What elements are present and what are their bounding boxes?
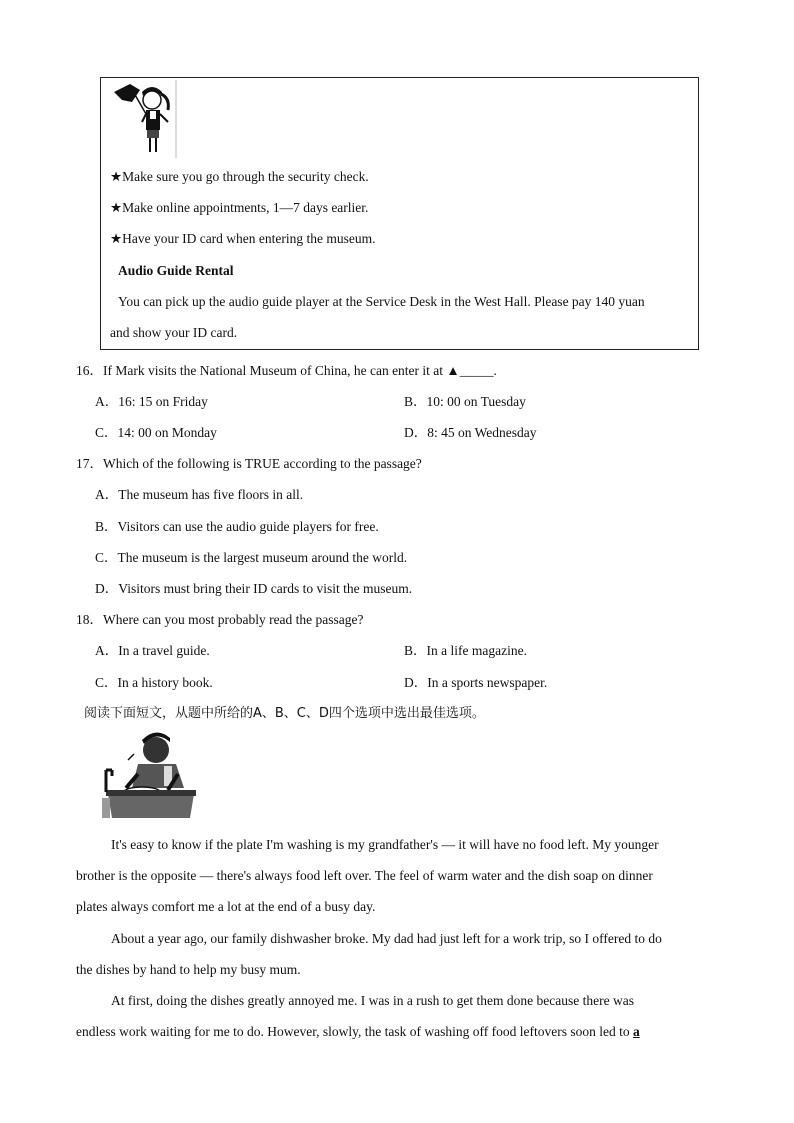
rule-appointments: ★Make online appointments, 1—7 days earlier. bbox=[110, 200, 369, 215]
question-18-option-d[interactable]: D．In a sports newspaper. bbox=[404, 675, 548, 690]
question-17-option-c[interactable]: C．The museum is the largest museum around the world. bbox=[95, 550, 408, 565]
question-18-stem: 18．Where can you most probably read the passage? bbox=[76, 612, 364, 627]
passage-line-7-text: endless work waiting for me to do. However, slowly, the task of washing off food leftovers soon led to bbox=[76, 1024, 630, 1039]
rule-id-card: ★Have your ID card when entering the museum. bbox=[110, 231, 376, 246]
boy-washing-dishes-illustration bbox=[98, 730, 202, 820]
audio-guide-text-line1: You can pick up the audio guide player at the Service Desk in the West Hall. Please pay 140 yuan bbox=[118, 294, 645, 309]
question-17-option-a[interactable]: A．The museum has five floors in all. bbox=[95, 487, 304, 502]
reading-instruction: 阅读下面短文，从题中所给的A、B、C、D四个选项中选出最佳选项。 bbox=[84, 706, 485, 721]
question-18-option-b[interactable]: B．In a life magazine. bbox=[404, 643, 527, 658]
passage-line-6: At first, doing the dishes greatly annoyed me. I was in a rush to get them done because there was bbox=[111, 993, 634, 1008]
question-17-option-d[interactable]: D．Visitors must bring their ID cards to visit the museum. bbox=[95, 581, 413, 596]
question-16-option-c[interactable]: C．14: 00 on Monday bbox=[95, 425, 217, 440]
question-17-option-b[interactable]: B．Visitors can use the audio guide players for free. bbox=[95, 519, 379, 534]
passage-line-1: It's easy to know if the plate I'm washing is my grandfather's — it will have no food left. My younger bbox=[111, 837, 659, 852]
question-18-option-a[interactable]: A．In a travel guide. bbox=[95, 643, 210, 658]
audio-guide-heading: Audio Guide Rental bbox=[118, 263, 234, 278]
passage-line-3: plates always comfort me a lot at the end of a busy day. bbox=[76, 899, 376, 914]
question-18-option-c[interactable]: C．In a history book. bbox=[95, 675, 213, 690]
passage-line-2: brother is the opposite — there's always food left over. The feel of warm water and the dish soap on dinner bbox=[76, 868, 653, 883]
girl-with-flag-illustration bbox=[112, 80, 178, 158]
question-17-stem: 17．Which of the following is TRUE according to the passage? bbox=[76, 456, 422, 471]
question-16-option-b[interactable]: B．10: 00 on Tuesday bbox=[404, 394, 526, 409]
blank-marker[interactable]: a bbox=[632, 1024, 640, 1039]
question-16-option-d[interactable]: D．8: 45 on Wednesday bbox=[404, 425, 537, 440]
passage-line-5: the dishes by hand to help my busy mum. bbox=[76, 962, 301, 977]
rule-security: ★Make sure you go through the security check. bbox=[110, 169, 369, 184]
question-16-option-a[interactable]: A．16: 15 on Friday bbox=[95, 394, 208, 409]
passage-line-7 bbox=[76, 1024, 640, 1040]
passage-line-4: About a year ago, our family dishwasher broke. My dad had just left for a work trip, so I offered to do bbox=[111, 931, 662, 946]
audio-guide-text-line2: and show your ID card. bbox=[110, 325, 238, 340]
question-16-stem: 16．If Mark visits the National Museum of China, he can enter it at ▲_____. bbox=[76, 363, 497, 378]
